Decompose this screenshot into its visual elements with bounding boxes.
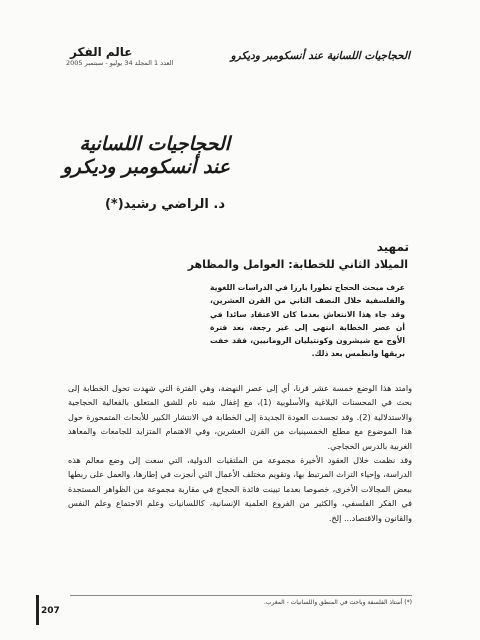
body-paragraph-1: وامتد هذا الوضع خمسة عشر قرنا، أي إلى عصر النهضة، وهي الفترة التي شهدت تحول الخطابة إلى بحث في المحسنات البلاغية والأسلوبية (1)، مع إغفال شبه تام للشق المتعلق بالفعالية الحجاجية والاستدلالية (2). وقد تجسدت العودة الجديدة إلى الخطابة في الانتشار الكبير للأبحاث المتمحورة حول هذا الموضوع مع مطلع الخمسينيات من القرن العشرين، وفي الاهتمام المتزايد للجامعات والمعاهد الغربية بالدرس الحجاجي. (68, 383, 413, 451)
article-title-line1: الحجاجيات اللسانية (79, 133, 230, 155)
article-title-line2: عند أنسكومبر وديكرو (62, 156, 230, 178)
page-number: 207 (41, 606, 60, 616)
footnote-divider (70, 595, 412, 596)
section-heading: تمهيد (376, 240, 409, 254)
journal-name: عالم الفكر (70, 45, 133, 59)
author-name: د. الراضي رشيد(*) (104, 197, 225, 212)
section-subheading: الميلاد الثاني للخطابة: العوامل والمظاهر (187, 258, 408, 271)
body-text (68, 381, 412, 525)
page-number-bar (36, 595, 39, 625)
running-header-title: الحجاجيات اللسانية عند أنسكومبر وديكرو (230, 50, 410, 62)
body-paragraph-2: وقد نظمت خلال العقود الأخيرة مجموعة من الملتقيات الدولية، التي سعت إلى وضع معالم هذه الدراسة، وإحياء التراث المرتبط بها، وتقويم مختلف الأعمال التي أنجزت في إطارها، والعمل على ربطها ببعض المجالات الأخرى، خصوصا بعدما تبينت فائدة الحجاج في مقاربة مجموعة من الظواهر المستجدة في الفكر الفلسفي، والكثير من الفروع العلمية الإنسانية، كاللسانيات وعلم الاجتماع وعلم النفس والقانون والاقتصاد... إلخ. (68, 455, 412, 523)
intro-paragraph: عرف مبحث الحجاج تطورا بارزا في الدراسات اللغوية والفلسفية خلال النصف الثاني من القرن العشرين، وقد جاء هذا الانتعاش بعدما كان الاعتقاد سائدا في أن عصر الخطابة انتهى إلى غير رجعة، بعد فترة الأوج مع شيشرون وكونتيليان الرومانيين، فقد خفت بريقها وانطمس بعد ذلك. (210, 283, 405, 359)
issue-info: العدد 1 المجلد 34 يوليو - سبتمبر 2005 (66, 59, 174, 67)
footnote: (*) أستاذ الفلسفة وباحث في المنطق واللسانيات - المغرب. (263, 599, 412, 606)
